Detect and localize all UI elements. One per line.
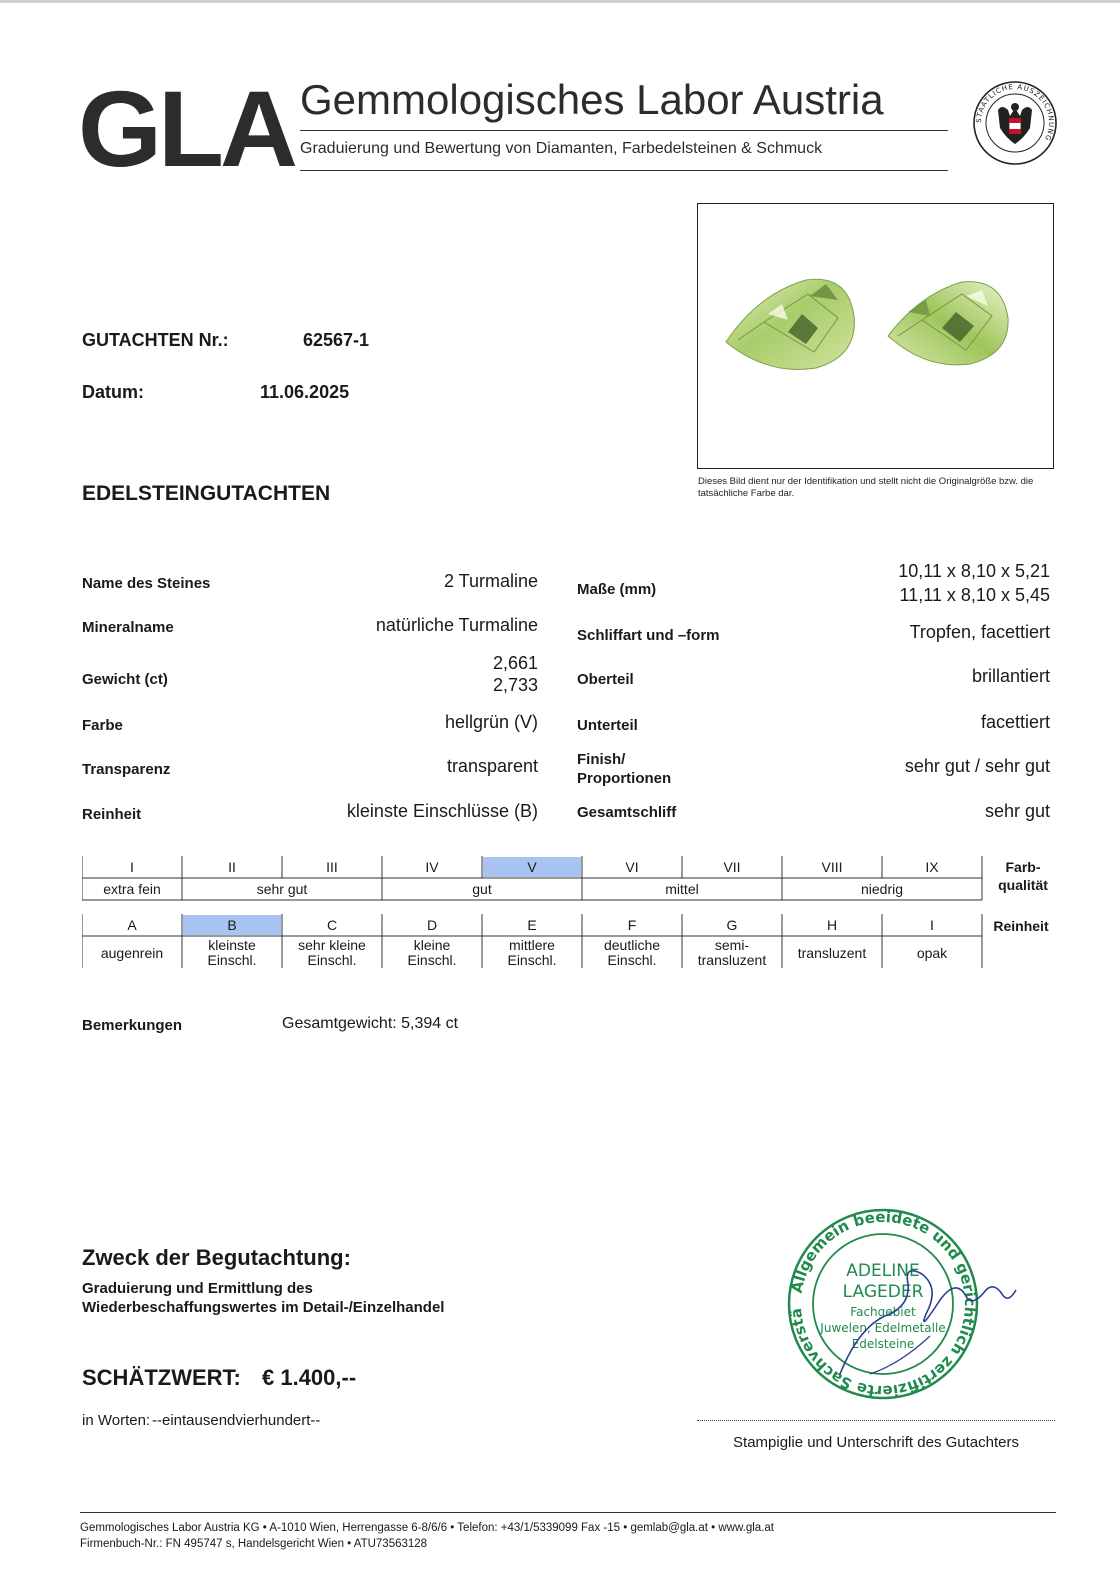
prop-label-overall-cut: Gesamtschliff (577, 804, 677, 821)
clarity-grade-H (783, 915, 881, 935)
clarity-grade-D-text: D (426, 917, 438, 933)
prop-value-pavilion: facettiert (980, 712, 1050, 732)
clarity-grade-G (683, 915, 781, 935)
date-value: 11.06.2025 (260, 382, 350, 402)
clarity-desc-text: transluzent (797, 944, 867, 961)
stamp-line-1: Fachgebiet (850, 1305, 916, 1319)
clarity-desc-text: sehr kleine (298, 936, 366, 953)
color-group-text: mittel (665, 881, 699, 897)
prop-label-name: Name des Steines (82, 575, 211, 592)
clarity-desc-text: semi- (714, 936, 750, 953)
lab-subtitle: Graduierung und Bewertung von Diamanten, Farbedelsteinen & Schmuck (300, 140, 823, 157)
color-grade-IX (883, 857, 981, 877)
color-group (383, 879, 581, 899)
gemstone-photo (697, 203, 1054, 469)
color-group-text: niedrig (860, 881, 904, 897)
purpose-title: Zweck der Begutachtung: (82, 1245, 351, 1270)
clarity-desc (783, 937, 881, 968)
footer-address: Gemmologisches Labor Austria KG • A-1010 Wien, Herrengasse 6-8/6/6 • Telefon: +43/1/5339099 Fax -15 • gemlab@gla.at • www.gla.at (80, 1522, 774, 1534)
clarity-grade-C-text: C (326, 917, 338, 933)
header-rule-top (300, 130, 948, 131)
clarity-desc (583, 937, 681, 968)
clarity-label: Reinheit (993, 918, 1049, 934)
color-grade-VII (683, 857, 781, 877)
color-group (783, 879, 981, 899)
prop-label-color: Farbe (82, 717, 123, 734)
state-award-seal-icon (972, 80, 1058, 166)
signature-line (697, 1420, 1055, 1421)
clarity-desc (883, 937, 981, 968)
prop-value-crown: brillantiert (971, 666, 1050, 686)
prop-value-weight-2: 2,733 (492, 675, 538, 695)
stamp-ring-text: Allgemein beeidete und gerichtlich zertifizierte Sachverstä (787, 1207, 980, 1401)
prop-label-weight: Gewicht (ct) (82, 671, 168, 688)
expert-stamp-icon (780, 1204, 1020, 1404)
stone-right-icon (888, 282, 1008, 365)
color-quality-label (988, 858, 1058, 894)
lab-name: Gemmologisches Labor Austria (300, 76, 884, 123)
clarity-desc (383, 937, 481, 968)
prop-value-finish: sehr gut / sehr gut (904, 756, 1050, 776)
color-grade-I-text: I (130, 859, 134, 875)
color-grade-IV-text: IV (425, 859, 439, 875)
prop-value-cut: Tropfen, facettiert (909, 622, 1050, 642)
clarity-grade-G-text: G (726, 917, 738, 933)
prop-value-clarity: kleinste Einschlüsse (B) (346, 801, 538, 821)
clarity-desc-text: opak (916, 944, 948, 961)
purpose-line-2: Wiederbeschaffungswertes im Detail-/Einzelhandel (82, 1299, 445, 1316)
color-group-text: gut (472, 881, 492, 897)
valuation-words-label: in Worten: (82, 1412, 151, 1429)
prop-value-dimensions-1: 10,11 x 8,10 x 5,21 (898, 561, 1050, 581)
stone-left-icon (726, 279, 854, 369)
clarity-desc-text: transluzent (697, 951, 767, 968)
prop-label-cut: Schliffart und –form (577, 627, 720, 644)
clarity-grade-D (383, 915, 481, 935)
prop-label-dimensions: Maße (mm) (577, 581, 657, 598)
prop-label-crown: Oberteil (577, 671, 634, 688)
valuation-words: --eintausendvierhundert-- (152, 1412, 321, 1429)
color-grade-III-text: III (326, 859, 338, 875)
footer-registry: Firmenbuch-Nr.: FN 495747 s, Handelsgericht Wien • ATU73563128 (80, 1538, 428, 1550)
prop-label-mineral: Mineralname (82, 619, 174, 636)
gla-logo: GLA (78, 68, 294, 189)
color-grade-III (283, 857, 381, 877)
prop-value-transparency: transparent (446, 756, 538, 776)
clarity-grade-B (183, 915, 281, 935)
clarity-desc-text: mittlere (509, 936, 555, 953)
certificate-number: 62567-1 (303, 330, 370, 350)
valuation-label: SCHÄTZWERT: (82, 1365, 241, 1390)
purpose-line-1: Graduierung und Ermittlung des (82, 1280, 313, 1297)
clarity-grade-I (883, 915, 981, 935)
clarity-desc-text: Einschl. (307, 951, 357, 968)
color-grade-V (483, 857, 581, 877)
stamp-line-3: Edelsteine (851, 1337, 915, 1351)
clarity-desc-text: Einschl. (207, 951, 257, 968)
clarity-grade-E (483, 915, 581, 935)
date-label: Datum: (82, 382, 144, 402)
color-grade-II-text: II (228, 859, 236, 875)
prop-label-proportions: Proportionen (577, 770, 672, 787)
prop-value-weight-1: 2,661 (492, 653, 538, 673)
color-group (83, 879, 181, 899)
clarity-desc (683, 937, 781, 968)
clarity-desc-text: kleinste (208, 936, 256, 953)
signature-caption: Stampiglie und Unterschrift des Gutachters (733, 1434, 1019, 1451)
stamp-name-2: LAGEDER (842, 1282, 924, 1302)
footer-rule (80, 1512, 1056, 1513)
clarity-grade-A (83, 915, 181, 935)
clarity-desc-text: deutliche (603, 936, 661, 953)
stamp-name-1: ADELINE (846, 1261, 920, 1281)
certificate-number-label: GUTACHTEN Nr.: (82, 330, 229, 350)
clarity-grade-H-text: H (826, 917, 838, 933)
prop-label-pavilion: Unterteil (577, 717, 638, 734)
color-grade-VII-text: VII (723, 859, 741, 875)
color-grade-I (83, 857, 181, 877)
prop-value-overall-cut: sehr gut (984, 801, 1050, 821)
clarity-grade-F-text: F (627, 917, 637, 933)
clarity-desc (183, 937, 281, 968)
clarity-grade-B-text: B (227, 917, 237, 933)
color-grade-VIII (783, 857, 881, 877)
color-grade-VIII-text: VIII (821, 859, 843, 875)
photo-disclaimer: Dieses Bild dient nur der Identifikation und stellt nicht die Originalgröße bzw. die tatsächliche Farbe dar. (698, 476, 1034, 499)
prop-label-transparency: Transparenz (82, 761, 171, 778)
color-grade-VI (583, 857, 681, 877)
valuation-amount: € 1.400,-- (262, 1365, 357, 1390)
color-grade-IX-text: IX (925, 859, 939, 875)
clarity-grade-C (283, 915, 381, 935)
color-grade-V-text: V (527, 859, 537, 875)
color-group-text: sehr gut (256, 881, 308, 897)
color-quality-label-text: Farb- (1005, 859, 1041, 875)
clarity-grade-A-text: A (127, 917, 137, 933)
seal-text: STAATLICHE AUSZEICHNUNG (974, 82, 1056, 143)
prop-value-name: 2 Turmaline (443, 571, 538, 591)
prop-label-finish: Finish/ (577, 751, 626, 768)
prop-value-dimensions-2: 11,11 x 8,10 x 5,45 (899, 585, 1050, 605)
prop-value-mineral: natürliche Turmaline (375, 615, 538, 635)
clarity-desc-text: kleine (413, 936, 451, 953)
clarity-grade-I-text: I (930, 917, 934, 933)
header-rule-bottom (300, 170, 948, 171)
color-grade-VI-text: VI (625, 859, 639, 875)
clarity-grade-E-text: E (527, 917, 537, 933)
remarks-label: Bemerkungen (82, 1017, 183, 1034)
color-grade-IV (383, 857, 481, 877)
color-grade-II (183, 857, 281, 877)
clarity-desc-text: augenrein (100, 944, 164, 961)
clarity-desc (283, 937, 381, 968)
document-title: EDELSTEINGUTACHTEN (82, 482, 331, 505)
clarity-grade-F (583, 915, 681, 935)
grading-table (82, 856, 1092, 982)
remarks-value: Gesamtgewicht: 5,394 ct (282, 1015, 459, 1032)
color-group-text: extra fein (103, 881, 161, 897)
stamp-line-2: Juwelen, Edelmetalle (820, 1321, 946, 1335)
clarity-desc (83, 937, 181, 968)
prop-value-color: hellgrün (V) (444, 712, 538, 732)
color-group (183, 879, 381, 899)
clarity-desc-text: Einschl. (607, 951, 657, 968)
clarity-desc-text: Einschl. (507, 951, 557, 968)
clarity-desc (483, 937, 581, 968)
prop-label-clarity: Reinheit (82, 806, 142, 823)
color-quality-label-text: qualität (998, 877, 1048, 893)
clarity-desc-text: Einschl. (407, 951, 457, 968)
top-edge (0, 0, 1120, 3)
color-group (583, 879, 781, 899)
